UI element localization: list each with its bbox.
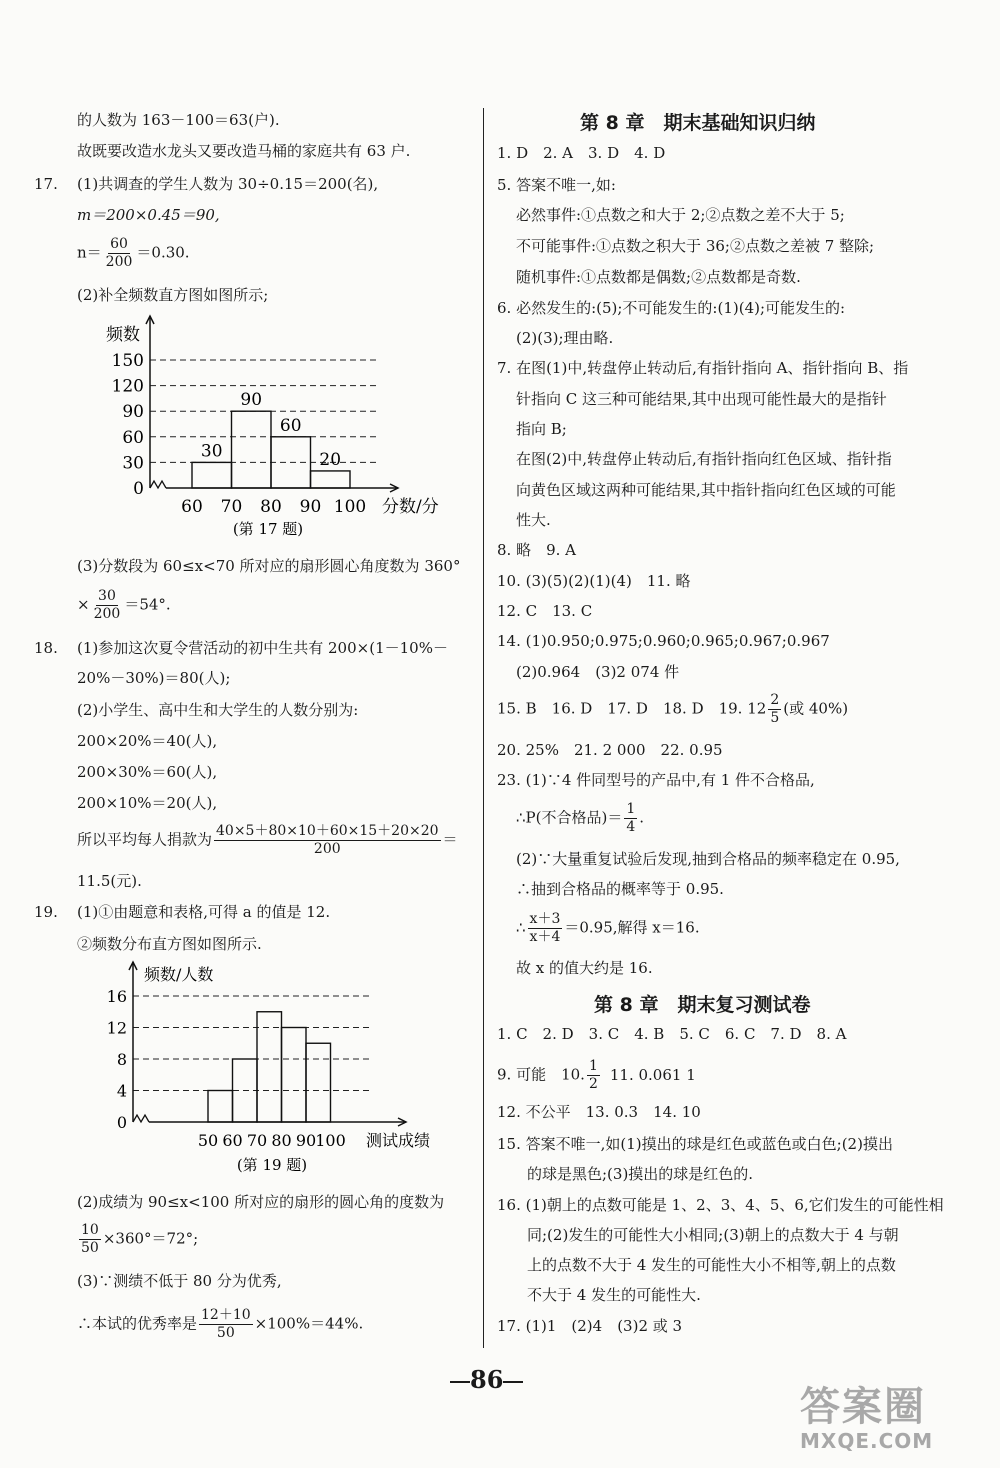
- text: ∴本试的优秀率是: [77, 1314, 198, 1333]
- fraction: [214, 823, 441, 858]
- numerator: 1: [626, 801, 636, 817]
- text-line: 20%－30%)＝80(人);: [77, 669, 231, 687]
- text-line: 1. D 2. A 3. D 4. D: [497, 144, 666, 162]
- denominator: 200: [105, 254, 133, 270]
- fraction-line: [516, 911, 700, 946]
- text-line: 16. (1)朝上的点数可能是 1、2、3、4、5、6,它们发生的可能性相: [497, 1196, 944, 1214]
- text-line: (2)小学生、高中生和大学生的人数分别为:: [77, 701, 359, 719]
- y-tick-label: 0: [133, 479, 144, 499]
- fraction-line: [77, 588, 171, 623]
- text: n＝: [77, 243, 102, 262]
- text-line: (2)成绩为 90≤x<100 所对应的扇形的圆心角的度数为: [77, 1193, 445, 1211]
- text: (或 40%): [783, 699, 849, 718]
- text: ＝0.30.: [136, 243, 190, 262]
- numerator: 2: [770, 692, 780, 708]
- text-line: 必然事件:①点数之和大于 2;②点数之差不大于 5;: [516, 206, 845, 224]
- x-tick-label: 80: [260, 497, 282, 517]
- text-line: 14. (1)0.950;0.975;0.960;0.965;0.967;0.967: [497, 632, 830, 650]
- text-line: 11.5(元).: [77, 872, 142, 890]
- text-line: 的球是黑色;(3)摸出的球是红色的.: [527, 1165, 754, 1183]
- text-line: 向黄色区域这两种可能结果,其中指针指向红色区域的可能: [516, 481, 896, 499]
- histogram-bar: [282, 1028, 307, 1123]
- question-number: 19.: [34, 903, 58, 921]
- fraction: [92, 588, 123, 623]
- text: ∴P(不合格品)＝: [516, 808, 623, 827]
- text-line: (1)参加这次夏令营活动的初中生共有 200×(1－10%－: [77, 639, 448, 657]
- text-line: 200×30%＝60(人),: [77, 763, 218, 781]
- data-label: 20: [319, 449, 342, 470]
- figure-caption: (第 17 题): [232, 520, 304, 538]
- watermark-logo-text: 答案圈: [800, 1384, 926, 1430]
- histogram-bar: [232, 411, 272, 488]
- fraction-line: [497, 1058, 696, 1093]
- text: 所以平均每人捐款为: [77, 830, 213, 849]
- text-line: 同;(2)发生的可能性大小相同;(3)朝上的点数大于 4 与朝: [527, 1226, 899, 1244]
- x-tick-label: 60: [181, 497, 203, 517]
- histogram-bar: [311, 471, 351, 488]
- histogram-bar: [306, 1043, 331, 1122]
- x-tick-label: 100: [333, 497, 367, 517]
- fraction-line: [77, 823, 458, 858]
- y-tick-label: 0: [116, 1113, 127, 1132]
- y-tick-label: 150: [111, 351, 144, 371]
- text-line: (3)∵测绩不低于 80 分为优秀,: [77, 1272, 282, 1290]
- text-line: 17. (1)1 (2)4 (3)2 或 3: [497, 1317, 683, 1335]
- x-tick-label: 80: [271, 1131, 292, 1150]
- x-tick-label: 60: [222, 1131, 243, 1150]
- histogram-bar: [257, 1012, 282, 1122]
- text: .: [639, 808, 645, 827]
- dash-left: [450, 1381, 470, 1383]
- text-line: (1)①由题意和表格,可得 a 的值是 12.: [77, 903, 331, 921]
- column-divider: [483, 108, 484, 1348]
- denominator: 200: [93, 606, 121, 622]
- fraction-line: [516, 801, 644, 836]
- watermark: [800, 1385, 933, 1453]
- text-line: 200×10%＝20(人),: [77, 794, 218, 812]
- text-line: 故既要改造水龙头又要改造马桶的家庭共有 63 户.: [77, 142, 411, 160]
- text-line: 在图(2)中,转盘停止转动后,有指针指向红色区域、指针指: [516, 450, 892, 468]
- denominator: x＋4: [529, 929, 561, 945]
- histogram-q17: [100, 312, 460, 544]
- text-line: 10. (3)(5)(2)(1)(4) 11. 略: [497, 572, 691, 590]
- text: ×100%＝44%.: [254, 1314, 364, 1333]
- text-line: (3)分数段为 60≤x<70 所对应的扇形圆心角度数为 360°: [77, 557, 461, 575]
- text: 11. 0.061 1: [609, 1065, 696, 1084]
- x-tick-label: 70: [220, 497, 243, 517]
- text-line: 200×20%＝40(人),: [77, 732, 218, 750]
- axis-break: [150, 481, 166, 488]
- fraction: [624, 801, 637, 836]
- question-number: 17.: [34, 175, 58, 193]
- text-line: 23. (1)∵4 件同型号的产品中,有 1 件不合格品,: [497, 771, 815, 789]
- text: ×360°＝72°;: [102, 1229, 199, 1248]
- text-line: m＝200×0.45＝90,: [77, 206, 220, 224]
- fraction: [104, 236, 135, 271]
- text-line: 15. 答案不唯一,如(1)摸出的球是红色或蓝色或白色;(2)摸出: [497, 1135, 893, 1153]
- denominator: 50: [216, 1325, 235, 1341]
- fraction-line: [77, 236, 190, 271]
- denominator: 200: [313, 841, 341, 857]
- text-line: 不可能事件:①点数之积大于 36;②点数之差被 7 整除;: [516, 237, 875, 255]
- denominator: 50: [81, 1240, 99, 1256]
- text-line: (2)∵大量重复试验后发现,抽到合格品的频率稳定在 0.95,: [516, 850, 900, 868]
- histogram-bar: [208, 1091, 233, 1123]
- text-line: 6. 必然发生的:(5);不可能发生的:(1)(4);可能发生的:: [497, 299, 846, 317]
- text: ＝: [442, 830, 458, 849]
- section-title: 第 8 章 期末复习测试卷: [594, 994, 811, 1016]
- text-line: 指向 B;: [516, 420, 567, 438]
- y-tick-label: 16: [106, 987, 127, 1006]
- text-line: (2)补全频数直方图如图所示;: [77, 286, 269, 304]
- text: ＝0.95,解得 x＝16.: [564, 918, 700, 937]
- page-number: [450, 1365, 523, 1394]
- x-axis-title: 测试成绩: [366, 1131, 431, 1150]
- y-axis-title: 频数: [106, 325, 140, 345]
- text-line: 随机事件:①点数都是偶数;②点数都是奇数.: [516, 268, 801, 286]
- data-label: 60: [279, 415, 302, 436]
- text-line: ∴抽到合格品的概率等于 0.95.: [516, 880, 724, 898]
- fraction-line: [77, 1307, 363, 1342]
- text-line: 5. 答案不唯一,如:: [497, 176, 616, 194]
- y-tick-label: 30: [122, 453, 144, 474]
- histogram-bar: [192, 462, 232, 488]
- fraction-line: [77, 1222, 198, 1257]
- denominator: 4: [626, 819, 636, 835]
- x-tick-label: 90: [299, 497, 322, 517]
- text-line: 12. 不公平 13. 0.3 14. 10: [497, 1103, 701, 1121]
- text-line: 20. 25% 21. 2 000 22. 0.95: [497, 741, 723, 759]
- axis-break: [133, 1115, 149, 1122]
- text-line: 7. 在图(1)中,转盘停止转动后,有指针指向 A、指针指向 B、指: [497, 359, 909, 377]
- text-line: ②频数分布直方图如图所示.: [77, 935, 262, 953]
- text-line: (2)(3);理由略.: [516, 329, 614, 347]
- x-tick-label: 50: [197, 1131, 219, 1150]
- x-axis-title: 分数/分: [382, 497, 439, 517]
- text-line: 故 x 的值大约是 16.: [516, 959, 653, 977]
- page-number-text: 86: [470, 1365, 504, 1394]
- text-line: 性大.: [516, 511, 551, 529]
- denominator: 5: [770, 710, 780, 726]
- y-tick-label: 4: [116, 1081, 127, 1101]
- data-label: 90: [240, 390, 263, 411]
- numerator: 60: [110, 236, 128, 252]
- question-number: 18.: [34, 639, 58, 657]
- numerator: 40×5＋80×10＋60×15＋20×20: [216, 823, 439, 839]
- section-title: 第 8 章 期末基础知识归纳: [580, 112, 816, 134]
- text: 15. B 16. D 17. D 18. D 19. 12: [497, 699, 767, 718]
- x-tick-label: 100: [315, 1131, 346, 1150]
- fraction: [199, 1307, 253, 1342]
- fraction: [768, 692, 781, 727]
- text: 9. 可能 10.: [497, 1065, 585, 1084]
- text-line: 的人数为 163－100＝63(户).: [77, 111, 280, 129]
- figure-caption: (第 19 题): [236, 1156, 308, 1174]
- text: ＝54°.: [124, 595, 171, 614]
- text: ×: [77, 595, 90, 614]
- x-tick-label: 70: [246, 1131, 268, 1150]
- text-line: (2)0.964 (3)2 074 件: [516, 663, 680, 681]
- fraction: [79, 1222, 101, 1257]
- text-line: 1. C 2. D 3. C 4. B 5. C 6. C 7. D 8. A: [497, 1025, 847, 1043]
- y-tick-label: 90: [122, 402, 144, 423]
- text-line: 针指向 C 这三种可能结果,其中出现可能性最大的是指针: [516, 390, 887, 408]
- x-tick-label: 90: [295, 1131, 317, 1150]
- fraction: [528, 911, 563, 946]
- text: ∴: [516, 918, 526, 937]
- y-tick-label: 60: [122, 427, 144, 448]
- watermark-url: MXQE.COM: [800, 1429, 934, 1453]
- numerator: 10: [81, 1222, 99, 1238]
- numerator: 12＋10: [201, 1307, 251, 1323]
- text-line: 上的点数不大于 4 发生的可能性大小不相等,朝上的点数: [527, 1256, 896, 1274]
- numerator: x＋3: [529, 911, 561, 927]
- numerator: 30: [98, 588, 116, 604]
- denominator: 2: [588, 1076, 598, 1092]
- numerator: 1: [588, 1058, 598, 1074]
- y-tick-label: 12: [106, 1018, 127, 1038]
- text-line: 12. C 13. C: [497, 602, 593, 620]
- fraction-line: [497, 692, 848, 727]
- y-tick-label: 120: [111, 376, 144, 397]
- fraction: [587, 1058, 600, 1093]
- y-axis-title: 频数/人数: [144, 965, 214, 984]
- text-line: 不大于 4 发生的可能性大.: [527, 1286, 701, 1304]
- text-line: 8. 略 9. A: [497, 541, 576, 559]
- dash-right: [503, 1381, 523, 1383]
- y-tick-label: 8: [116, 1050, 127, 1069]
- text-line: (1)共调查的学生人数为 30÷0.15＝200(名),: [77, 175, 379, 193]
- data-label: 30: [200, 441, 223, 462]
- histogram-q19: [100, 958, 480, 1180]
